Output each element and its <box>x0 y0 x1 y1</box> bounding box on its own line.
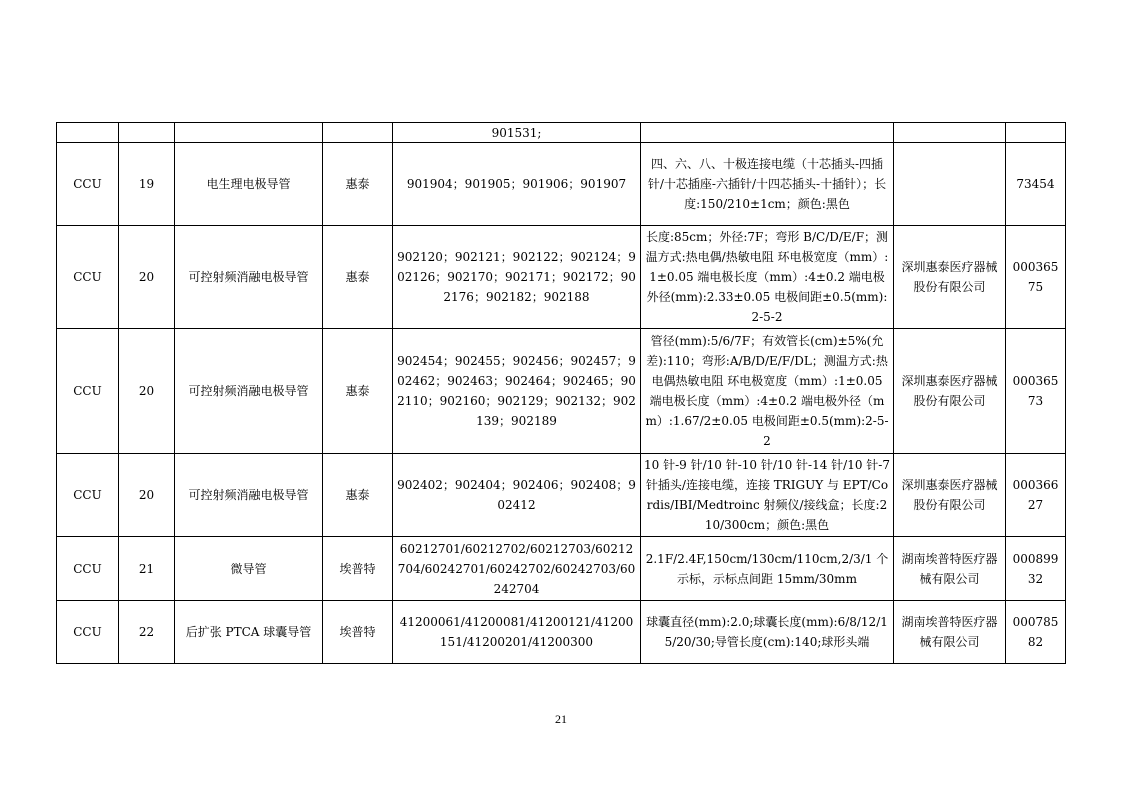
company-cell: 湖南埃普特医疗器械有限公司 <box>894 537 1006 601</box>
table-row <box>57 143 1066 226</box>
product-table <box>56 122 1066 664</box>
category-cell <box>57 123 119 143</box>
index-cell: 20 <box>119 329 175 454</box>
category-cell: CCU <box>57 454 119 537</box>
brand-cell: 埃普特 <box>323 601 393 664</box>
page-number: 21 <box>555 712 567 726</box>
product-name-cell: 微导管 <box>175 537 323 601</box>
index-cell: 19 <box>119 143 175 226</box>
company-cell: 深圳惠泰医疗器械股份有限公司 <box>894 329 1006 454</box>
brand-cell: 惠泰 <box>323 454 393 537</box>
index-cell <box>119 123 175 143</box>
company-cell: 湖南埃普特医疗器械有限公司 <box>894 601 1006 664</box>
product-name-cell: 电生理电极导管 <box>175 143 323 226</box>
company-cell: 深圳惠泰医疗器械股份有限公司 <box>894 454 1006 537</box>
brand-cell: 惠泰 <box>323 143 393 226</box>
table-row <box>57 454 1066 537</box>
spec-cell: 10 针-9 针/10 针-10 针/10 针-14 针/10 针-7 针插头/连接电缆，连接 TRIGUY 与 EPT/Cordis/IBI/Medtroinc 射频仪/接线盒；长度:210/300cm；颜色:黑色 <box>641 454 894 537</box>
company-cell <box>894 143 1006 226</box>
code-cell: 00036627 <box>1006 454 1066 537</box>
model-cell: 902454；902455；902456；902457；902462；902463；902464；902465；902110；902160；902129；902132；902139；902189 <box>393 329 641 454</box>
spec-cell: 球囊直径(mm):2.0;球囊长度(mm):6/8/12/15/20/30;导管长度(cm):140;球形头端 <box>641 601 894 664</box>
product-name-cell: 可控射频消融电极导管 <box>175 454 323 537</box>
index-cell: 21 <box>119 537 175 601</box>
brand-cell: 惠泰 <box>323 329 393 454</box>
model-cell: 902402；902404；902406；902408；902412 <box>393 454 641 537</box>
product-name-cell: 后扩张 PTCA 球囊导管 <box>175 601 323 664</box>
table-row <box>57 123 1066 143</box>
code-cell: 73454 <box>1006 143 1066 226</box>
spec-cell: 2.1F/2.4F,150cm/130cm/110cm,2/3/1 个示标，示标点间距 15mm/30mm <box>641 537 894 601</box>
company-cell: 深圳惠泰医疗器械股份有限公司 <box>894 226 1006 329</box>
model-cell: 41200061/41200081/41200121/41200151/41200201/41200300 <box>393 601 641 664</box>
index-cell: 20 <box>119 454 175 537</box>
brand-cell: 惠泰 <box>323 226 393 329</box>
spec-cell <box>641 123 894 143</box>
code-cell: 00078582 <box>1006 601 1066 664</box>
category-cell: CCU <box>57 329 119 454</box>
code-cell: 00089932 <box>1006 537 1066 601</box>
brand-cell <box>323 123 393 143</box>
model-cell: 901904；901905；901906；901907 <box>393 143 641 226</box>
product-name-cell <box>175 123 323 143</box>
product-name-cell: 可控射频消融电极导管 <box>175 226 323 329</box>
category-cell: CCU <box>57 537 119 601</box>
index-cell: 20 <box>119 226 175 329</box>
spec-cell: 四、六、八、十极连接电缆（十芯插头-四插针/十芯插座-六插针/十四芯插头-十插针）；长度:150/210±1cm；颜色:黑色 <box>641 143 894 226</box>
code-cell: 00036575 <box>1006 226 1066 329</box>
model-cell: 60212701/60212702/60212703/60212704/60242701/60242702/60242703/60242704 <box>393 537 641 601</box>
model-cell: 902120；902121；902122；902124；902126；902170；902171；902172；902176；902182；902188 <box>393 226 641 329</box>
company-cell <box>894 123 1006 143</box>
table-row <box>57 329 1066 454</box>
category-cell: CCU <box>57 226 119 329</box>
category-cell: CCU <box>57 143 119 226</box>
brand-cell: 埃普特 <box>323 537 393 601</box>
product-name-cell: 可控射频消融电极导管 <box>175 329 323 454</box>
table-row <box>57 601 1066 664</box>
spec-cell: 长度:85cm；外径:7F；弯形 B/C/D/E/F；测温方式:热电偶/热敏电阻 环电极宽度（mm）:1±0.05 端电极长度（mm）:4±0.2 端电极外径(mm):2.33±0.05 电极间距±0.5(mm):2-5-2 <box>641 226 894 329</box>
code-cell <box>1006 123 1066 143</box>
category-cell: CCU <box>57 601 119 664</box>
code-cell: 00036573 <box>1006 329 1066 454</box>
spec-cell: 管径(mm):5/6/7F；有效管长(cm)±5%(允差):110；弯形:A/B/D/E/F/DL；测温方式:热电偶热敏电阻 环电极宽度（mm）:1±0.05 端电极长度（mm）:4±0.2 端电极外径（mm）:1.67/2±0.05 电极间距±0.5(mm):2-5-2 <box>641 329 894 454</box>
table-row <box>57 537 1066 601</box>
table-row <box>57 226 1066 329</box>
index-cell: 22 <box>119 601 175 664</box>
model-cell: 901531; <box>393 123 641 143</box>
